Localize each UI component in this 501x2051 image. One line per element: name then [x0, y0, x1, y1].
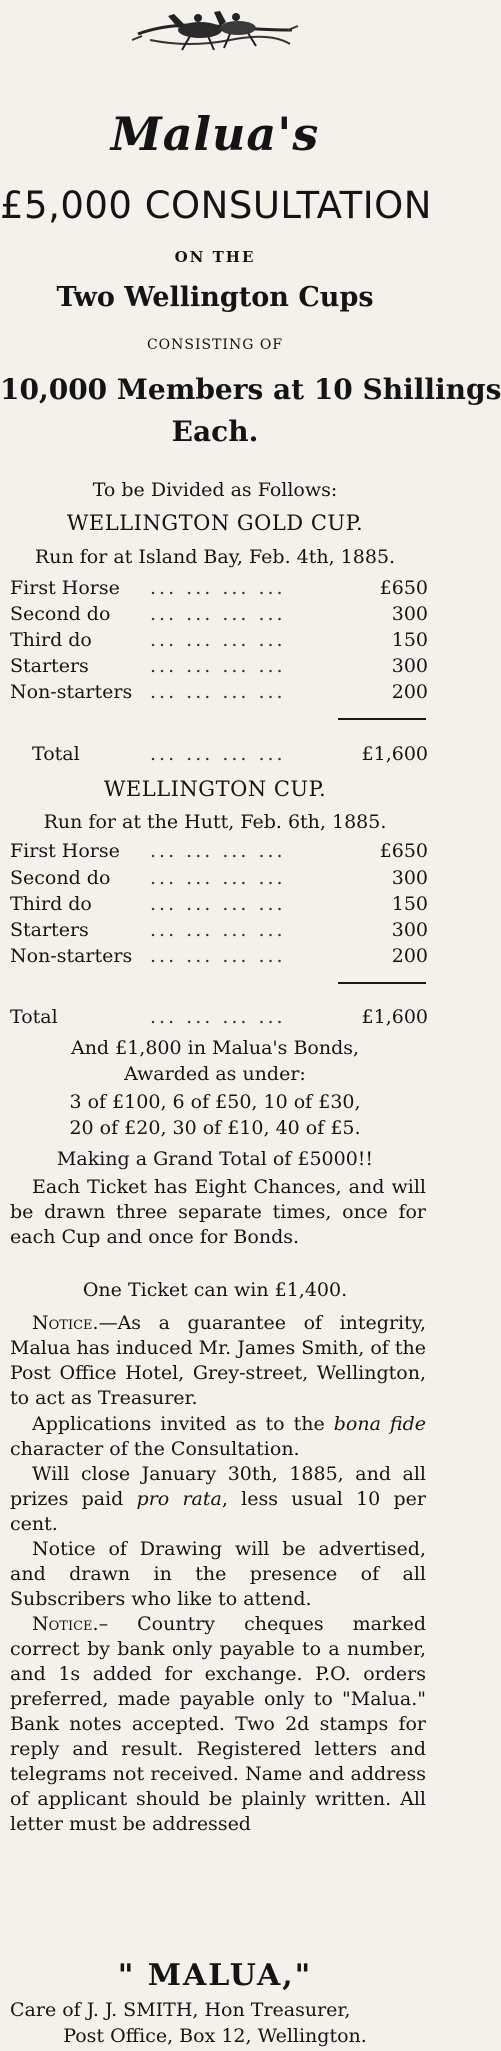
prize-amount: 200	[391, 681, 428, 703]
close-paragraph	[10, 1462, 426, 1537]
consultation-heading: £5,000 CONSULTATION	[0, 184, 432, 227]
wellington-cup-run-for: Run for at the Hutt, Feb. 6th, 1885.	[43, 811, 387, 833]
care-of-line: Care of J. J. SMITH, Hon Treasurer,	[10, 1999, 351, 2021]
gold-cup-prize-row: Non-starters ... ... ... ... 200	[10, 681, 428, 703]
prize-amount: 300	[391, 655, 428, 677]
prize-label: Non-starters	[10, 945, 133, 967]
bonds-line-1: And £1,800 in Malua's Bonds,	[70, 1037, 360, 1059]
gold-cup-prize-row: Second do ... ... ... ... 300	[10, 603, 428, 625]
prize-label: Third do	[10, 629, 92, 651]
cheques-notice	[10, 1612, 426, 1837]
notice-body: —As a guarantee of integrity, Malua has induced Mr. James Smith, of the Post Office Hotel, Grey-street, Wellington, to act as Treasurer.	[10, 1312, 426, 1409]
prize-amount: 300	[391, 919, 428, 941]
bonds-line-4: 20 of £20, 30 of £10, 40 of £5.	[69, 1117, 361, 1139]
cup-prize-row: First Horse ... ... ... ... £650	[10, 840, 428, 862]
applications-italic: bona fide	[333, 1413, 426, 1435]
post-office-line: Post Office, Box 12, Wellington.	[63, 2025, 367, 2047]
prize-label: Non-starters	[10, 681, 133, 703]
total-amount: £1,600	[361, 1006, 428, 1028]
close-text: Will close January 30th, 1885, and all prizes paid	[10, 1463, 426, 1510]
prize-amount: 300	[391, 603, 428, 625]
total-rule	[338, 982, 426, 984]
prize-amount: £650	[379, 577, 428, 599]
prize-label: Third do	[10, 893, 92, 915]
guarantee-notice	[10, 1311, 426, 1411]
consisting-of-text: CONSISTING OF	[146, 337, 284, 353]
applications-paragraph	[10, 1412, 426, 1462]
total-rule	[338, 718, 426, 720]
on-the-text: ON THE	[174, 248, 256, 266]
wellington-cup-title: WELLINGTON CUP.	[103, 777, 327, 801]
notice-lead: Notice.	[32, 1312, 99, 1334]
prize-label: Second do	[10, 867, 111, 889]
gold-cup-prize-row: Starters ... ... ... ... 300	[10, 655, 428, 677]
prize-label: Second do	[10, 603, 111, 625]
prize-amount: £650	[379, 840, 428, 862]
gold-cup-title: WELLINGTON GOLD CUP.	[66, 511, 364, 535]
total-label: Total	[10, 1006, 58, 1028]
divided-text: To be Divided as Follows:	[92, 479, 338, 501]
malua-address-name: " MALUA,"	[117, 1958, 313, 1993]
prize-label: Starters	[10, 655, 89, 677]
gold-cup-prize-row: Third do ... ... ... ... 150	[10, 629, 428, 651]
prize-amount: 200	[391, 945, 428, 967]
horse-race-emblem	[130, 0, 300, 60]
cup-prize-row: Non-starters ... ... ... ... 200	[10, 945, 428, 967]
members-heading: 10,000 Members at 10 Shillings	[0, 373, 501, 406]
each-heading: Each.	[171, 415, 259, 448]
prize-amount: 150	[391, 893, 428, 915]
cup-prize-row: Starters ... ... ... ... 300	[10, 919, 428, 941]
prize-label: First Horse	[10, 577, 120, 599]
gold-cup-total-row: Total ... ... ... ... £1,600	[32, 743, 428, 765]
notice-lead: Notice.	[32, 1613, 99, 1635]
gold-cup-run-for: Run for at Island Bay, Feb. 4th, 1885.	[34, 546, 396, 568]
malua-title: Malua's	[110, 107, 320, 161]
cups-heading: Two Wellington Cups	[56, 282, 374, 313]
gold-cup-prize-row: First Horse ... ... ... ... £650	[10, 577, 428, 599]
applications-text-end: character of the Consultation.	[10, 1438, 300, 1460]
chances-paragraph: Each Ticket has Eight Chances, and will be drawn three separate times, once for each Cup and once for Bonds.	[10, 1176, 426, 1248]
prize-amount: 150	[391, 629, 428, 651]
prize-label: Starters	[10, 919, 89, 941]
cup-total-row: Total ... ... ... ... £1,600	[10, 1006, 428, 1028]
grand-total-text: Making a Grand Total of £5000!!	[56, 1148, 374, 1170]
bonds-line-2: Awarded as under:	[124, 1063, 306, 1085]
one-ticket-text: One Ticket can win £1,400.	[82, 1279, 348, 1301]
total-amount: £1,600	[361, 743, 428, 765]
applications-text: Applications invited as to the	[32, 1413, 334, 1435]
prize-label: First Horse	[10, 840, 120, 862]
notice-body: – Country cheques marked correct by bank only payable to a number, and 1s added for exchange. P.O. orders preferred, made payable only to "Malua." Bank notes accepted. Two 2d stamps for reply and result. Registered letters and telegrams not received. Name and address of applicant should be plainly written. All letter must be addressed	[10, 1613, 426, 1835]
total-label: Total	[32, 743, 80, 765]
bonds-line-3: 3 of £100, 6 of £50, 10 of £30,	[69, 1091, 361, 1113]
cup-prize-row: Third do ... ... ... ... 150	[10, 893, 428, 915]
close-italic: pro rata	[136, 1488, 222, 1510]
close-text-end: , less usual 10 per cent.	[10, 1488, 426, 1535]
drawing-paragraph: Notice of Drawing will be advertised, and drawn in the presence of all Subscribers who like to attend.	[10, 1538, 426, 1610]
cup-prize-row: Second do ... ... ... ... 300	[10, 867, 428, 889]
prize-amount: 300	[391, 867, 428, 889]
